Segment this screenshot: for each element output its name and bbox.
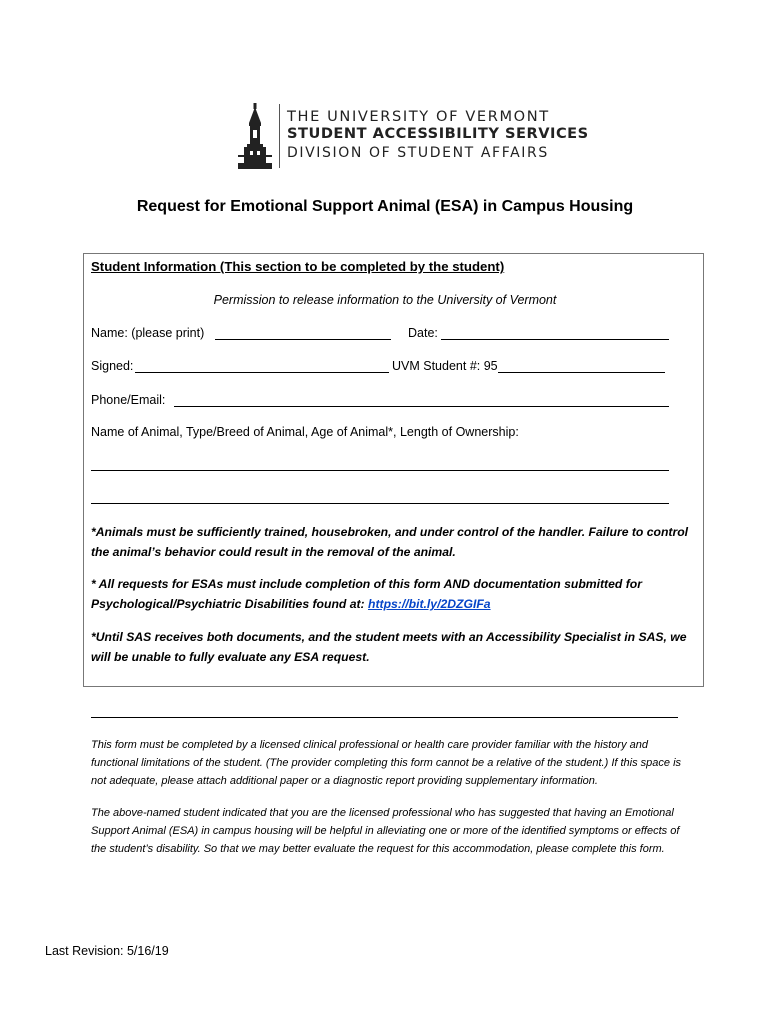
phone-email-field[interactable] — [174, 406, 669, 407]
name-field[interactable] — [215, 339, 391, 340]
documentation-note — [91, 574, 701, 614]
animal-control-note: *Animals must be sufficiently trained, housebroken, and under control of the handler. Failure to control the animal’s behavior could result in the removal of the animal. — [91, 525, 689, 559]
section-separator — [91, 717, 678, 718]
logo-university-name: THE UNIVERSITY OF VERMONT — [287, 108, 550, 125]
last-revision: Last Revision: 5/16/19 — [45, 944, 169, 958]
permission-statement: Permission to release information to the University of Vermont — [213, 293, 557, 307]
logo-department-name: STUDENT ACCESSIBILITY SERVICES — [287, 125, 589, 142]
logo-division-name: DIVISION OF STUDENT AFFAIRS — [287, 145, 549, 161]
logo-divider — [279, 104, 280, 168]
animal-info-field-line-2[interactable] — [91, 503, 669, 504]
animal-info-field-line-1[interactable] — [91, 470, 669, 471]
signed-label: Signed: — [91, 359, 134, 373]
student-section-heading: Student Information (This section to be completed by the student) — [91, 259, 505, 274]
phone-email-label: Phone/Email: — [91, 393, 166, 407]
building-tower-icon — [238, 103, 272, 169]
documentation-link[interactable]: https://bit.ly/2DZGIFa — [368, 597, 491, 611]
provider-instructions: This form must be completed by a licensed clinical professional or health care provider familiar with the history and functional limitations of the student. (The provider completing this form cannot be a relative of the student.) If this space is not adequate, please attach additional paper or a diagnostic report providing supplementary information. — [91, 739, 682, 788]
student-number-field[interactable] — [498, 372, 665, 373]
animal-info-label: Name of Animal, Type/Breed of Animal, Age of Animal*, Length of Ownership: — [91, 425, 519, 439]
signature-field[interactable] — [135, 372, 389, 373]
name-label: Name: (please print) — [91, 326, 205, 340]
documentation-note-text: * All requests for ESAs must include completion of this form AND documentation submitted for Psychological/Psychiatric Disabilities found at: — [91, 577, 642, 611]
student-number-label: UVM Student #: 95 — [392, 359, 498, 373]
evaluation-note: *Until SAS receives both documents, and the student meets with an Accessibility Specialist in SAS, we will be unable to fully evaluate any ESA request. — [91, 630, 687, 664]
provider-introduction: The above-named student indicated that you are the licensed professional who has suggested that having an Emotional Support Animal (ESA) in campus housing will be helpful in alleviating one or more of the identified symptoms or effects of the student’s disability. So that we may better evaluate the request for this accommodation, please complete this form. — [91, 807, 680, 856]
date-field[interactable] — [441, 339, 669, 340]
form-title: Request for Emotional Support Animal (ESA) in Campus Housing — [136, 198, 634, 215]
date-label: Date: — [408, 326, 438, 340]
